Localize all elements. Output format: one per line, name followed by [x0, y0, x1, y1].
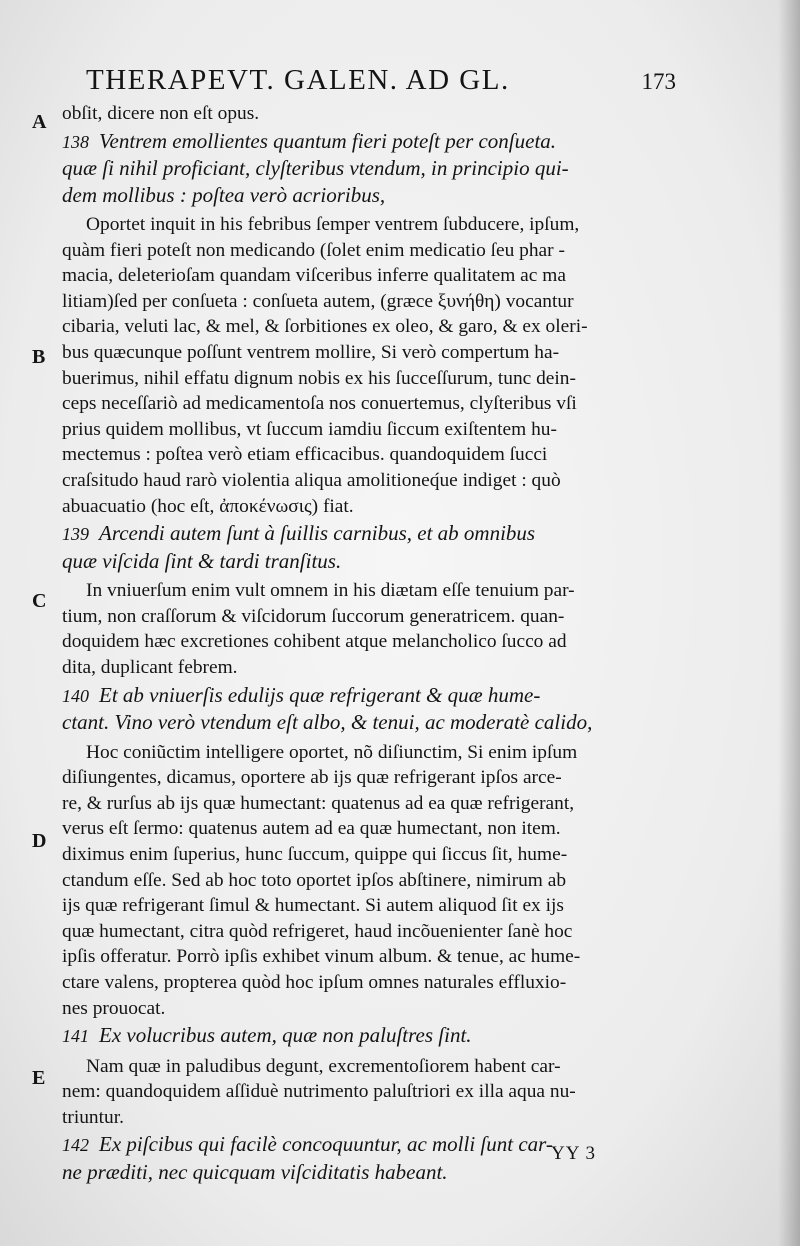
signature-mark: YY 3 [551, 1143, 596, 1164]
text-line [62, 340, 674, 366]
line-text: quæ viſcida ſint & tardi tranſitus. [62, 548, 342, 573]
text-line [62, 655, 674, 681]
line-text: ipſis offeratur. Porrò ipſis exhibet vinum album. & tenue, ac hume- [62, 946, 581, 968]
line-text: nem: quandoquidem aſſiduè nutrimento paluſtriori ex illa aqua nu- [62, 1081, 576, 1103]
line-text: Oportet inquit in his febribus ſemper ventrem ſubducere, ipſum, [86, 214, 580, 236]
line-text: diximus enim ſuperius, hunc ſuccum, quippe qui ſiccus ſit, hume- [62, 843, 568, 865]
margin-letter-a: A [32, 111, 47, 133]
text-line [62, 366, 674, 392]
aphorism-number: 138 [62, 131, 89, 152]
line-text: quæ ſi nihil proficiant, clyſteribus vtendum, in principio qui- [62, 156, 569, 181]
text-line [62, 709, 674, 736]
line-text: buerimus, nihil effatu dignum nobis ex his ſucceſſurum, tunc dein- [62, 367, 576, 389]
aphorism-number: 139 [62, 524, 89, 545]
text-line [62, 128, 674, 156]
line-text: obſit, dicere non eſt opus. [62, 103, 260, 124]
line-text: Arcendi autem ſunt à ſuillis carnibus, et ab omnibus [99, 521, 536, 546]
text-line [62, 1022, 674, 1050]
line-text: Ex piſcibus qui facilè concoquuntur, ac molli ſunt car- [99, 1132, 553, 1157]
text-line [62, 212, 674, 238]
line-text: Et ab vniuerſis edulijs quæ refrigerant & quæ hume- [99, 682, 541, 707]
line-text: doquidem hæc excretiones cohibent atque melancholico ſucco ad [62, 631, 567, 653]
text-line [62, 442, 674, 468]
line-text: Ventrem emollientes quantum fieri poteſt per conſueta. [99, 128, 557, 153]
line-text: ctant. Vino verò vtendum eſt albo, & tenui, ac moderatè calido, [62, 710, 593, 735]
text-line [62, 417, 674, 443]
margin-letter-e: E [32, 1067, 46, 1089]
line-text: craſsitudo haud rarò violentia aliqua amolitioneq́ue indiget : quò [62, 470, 561, 492]
commentary-paragraph [62, 740, 674, 1022]
margin-letter-b: B [32, 346, 46, 368]
line-text: abuacuatio (hoc eſt, ἀποκένωσις) fiat. [62, 495, 354, 517]
line-text: dita, duplicant febrem. [62, 657, 238, 678]
line-text: quæ humectant, citra quòd refrigeret, haud incõuenienter ſanè hoc [62, 920, 573, 942]
line-text: quàm fieri poteſt non medicando (ſolet enim medicatio ſeu phar - [62, 239, 565, 261]
line-text: ne præditi, nec quicquam viſciditatis habeant. [62, 1159, 448, 1184]
aphorism-block [62, 682, 674, 736]
line-text: diſiungentes, dicamus, oportere ab ijs quæ refrigerant ipſos arce- [62, 767, 562, 789]
line-text: ctare valens, propterea quòd hoc ipſum omnes naturales effluxio- [62, 971, 567, 993]
text-line [62, 155, 674, 182]
text-line [62, 391, 674, 417]
text-line [62, 182, 674, 209]
text-line [62, 1079, 674, 1105]
page-number: 173 [641, 69, 676, 94]
text-line [62, 996, 674, 1022]
line-text: verus eſt ſermo: quatenus autem ad ea quæ humectant, non item. [62, 818, 561, 840]
aphorism-number: 142 [62, 1135, 89, 1156]
line-text: triuntur. [62, 1106, 124, 1128]
text-line [62, 520, 674, 548]
line-text: cibaria, veluti lac, & mel, & ſorbitiones ex oleo, & garo, & ex oleri- [62, 316, 588, 338]
page-edge-shadow [778, 0, 800, 1246]
text-line [62, 944, 674, 970]
line-text: litiam)ſed per conſueta : conſueta autem, (græce ξυνήθη) vocantur [62, 290, 574, 312]
text-line [62, 468, 674, 494]
text-line [62, 791, 674, 817]
text-line [62, 682, 674, 710]
line-text: bus quæcunque poſſunt ventrem mollire, Si verò compertum ha- [62, 342, 560, 364]
running-head: THERAPEVT. GALEN. AD GL. [86, 64, 510, 96]
text-line [62, 1105, 674, 1131]
text-line [62, 919, 674, 945]
text-line [62, 263, 674, 289]
line-text: tium, non craſſorum & viſcidorum ſuccorum generatricem. quan- [62, 605, 565, 627]
text-line [62, 765, 674, 791]
text-line [62, 893, 674, 919]
text-line [62, 740, 674, 766]
text-line [62, 868, 674, 894]
text-line [62, 101, 674, 127]
line-text: prius quidem mollibus, vt ſuccum iamdiu ſiccum exiſtentem hu- [62, 418, 557, 440]
text-block [62, 101, 674, 127]
aphorism-block [62, 1022, 674, 1050]
margin-letter-d: D [32, 830, 47, 852]
line-text: Nam quæ in paludibus degunt, excrementoſiorem habent car- [86, 1055, 561, 1077]
text-line [62, 1054, 674, 1080]
line-text: ceps neceſſariò ad medicamentoſa nos conuertemus, clyſteribus vſi [62, 393, 577, 415]
line-text: macia, deleterioſam quandam viſceribus inferre qualitatem ac ma [62, 265, 566, 287]
text-line [62, 494, 674, 520]
aphorism-block [62, 520, 674, 574]
commentary-paragraph [62, 1054, 674, 1131]
commentary-paragraph [62, 212, 674, 519]
text-line [62, 289, 674, 315]
text-line [62, 970, 674, 996]
commentary-paragraph [62, 578, 674, 680]
text-line [62, 629, 674, 655]
text-line [62, 578, 674, 604]
text-line [62, 314, 674, 340]
body-text [62, 101, 674, 1189]
text-line [62, 842, 674, 868]
margin-letter-c: C [32, 590, 47, 612]
line-text: re, & rurſus ab ijs quæ humectant: quatenus ad ea quæ refrigerant, [62, 792, 575, 814]
text-line [62, 816, 674, 842]
aphorism-number: 140 [62, 685, 89, 706]
aphorism-number: 141 [62, 1026, 89, 1047]
aphorism-block [62, 128, 674, 209]
line-text: mectemus : poſtea verò etiam efficacibus. quandoquidem ſucci [62, 444, 548, 466]
text-line [62, 604, 674, 630]
line-text: Hoc coniũctim intelligere oportet, nõ diſiunctim, Si enim ipſum [86, 741, 578, 763]
text-line [62, 548, 674, 575]
text-line [62, 238, 674, 264]
line-text: dem mollibus : poſtea verò acrioribus, [62, 182, 386, 207]
line-text: ctandum eſſe. Sed ab hoc toto oportet ipſos abſtinere, nimirum ab [62, 869, 567, 891]
line-text: In vniuerſum enim vult omnem in his diætam eſſe tenuium par- [86, 580, 575, 602]
line-text: Ex volucribus autem, quæ non paluſtres ſint. [99, 1023, 472, 1048]
line-text: nes prouocat. [62, 997, 166, 1019]
line-text: ijs quæ refrigerant ſimul & humectant. Si autem aliquod ſit ex ijs [62, 895, 564, 917]
